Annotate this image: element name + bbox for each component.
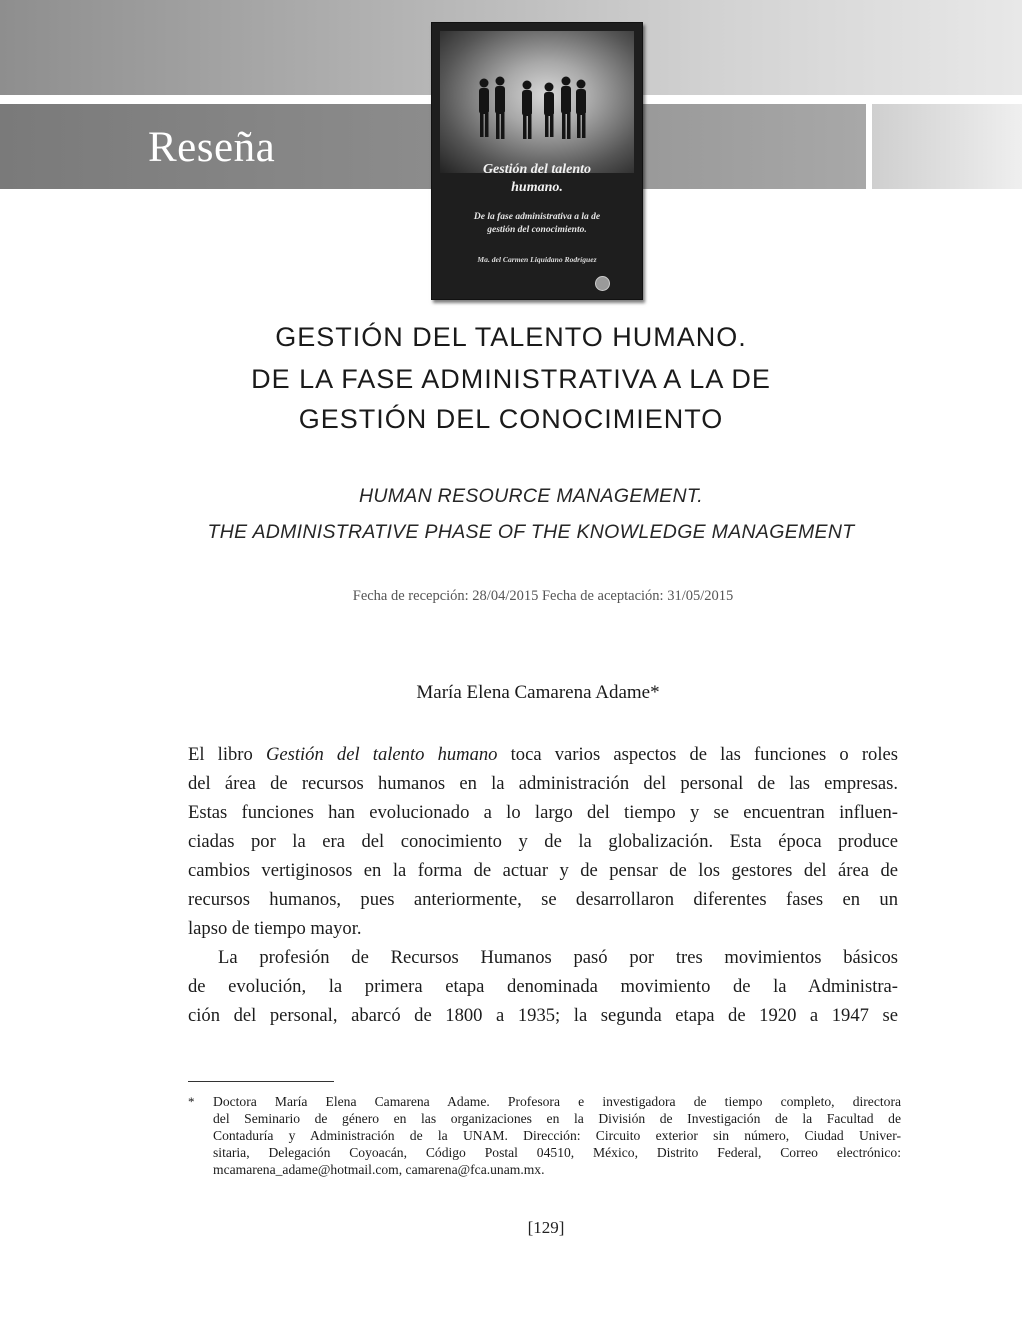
footnote-line: Doctora María Elena Camarena Adame. Profesora e investigadora de tiempo completo, directora — [213, 1094, 901, 1109]
paragraph-1-line: ciadas por la era del conocimiento y de la globalización. Esta época produce — [188, 831, 898, 852]
section-label: Reseña — [148, 124, 276, 171]
cover-title: Gestión del talento humano. — [482, 162, 592, 195]
paragraph-2-line: La profesión de Recursos Humanos pasó por tres movimientos básicos — [218, 947, 898, 968]
title-line-2: DE LA FASE ADMINISTRATIVA A LA DE — [251, 364, 771, 394]
paragraph-2-line: ción del personal, abarcó de 1800 a 1935; la segunda etapa de 1920 a 1947 se — [188, 1005, 898, 1026]
publisher-logo-icon — [595, 276, 610, 291]
paragraph-1-line: recursos humanos, pues anteriormente, se desarrollaron diferentes fases en un — [188, 889, 898, 910]
title-line-3: GESTIÓN DEL CONOCIMIENTO — [298, 404, 724, 434]
people-silhouettes — [440, 31, 634, 173]
paragraph-2-line: de evolución, la primera etapa denominada movimiento de la Administra- — [188, 976, 898, 997]
paragraph-1-line: cambios vertiginosos en la forma de actuar y de pensar de los gestores del área de — [188, 860, 898, 881]
footnote-line: del Seminario de género en las organizaciones en la División de Investigación de la Facultad de — [213, 1111, 901, 1126]
paragraph-1-line: del área de recursos humanos en la administración del personal de las empresas. — [188, 773, 898, 794]
footnote-line: Contaduría y Administración de la UNAM. Dirección: Circuito exterior sin número, Ciudad Univer- — [213, 1128, 901, 1143]
footnote-line: sitaria, Delegación Coyoacán, Código Postal 04510, México, Distrito Federal, Correo electrónico: — [213, 1145, 901, 1160]
header-band-right — [872, 104, 1022, 189]
footnote-mark: * — [188, 1094, 195, 1109]
paragraph-1-line-1: El libro Gestión del talento humano toca varios aspectos de las funciones o roles — [188, 744, 898, 765]
cover-subtitle: De la fase administrativa a la de gestión del conocimiento. — [473, 212, 601, 235]
book-title-emphasis: Gestión del talento humano — [265, 744, 498, 765]
reception-dates: Fecha de recepción: 28/04/2015 Fecha de aceptación: 31/05/2015 — [352, 588, 734, 604]
cover-author: Ma. del Carmen Liquidano Rodríguez — [477, 255, 597, 264]
footnote — [213, 1093, 901, 1178]
footnote-divider — [188, 1081, 334, 1082]
english-title-line-2: THE ADMINISTRATIVE PHASE OF THE KNOWLEDGE MANAGEMENT — [207, 521, 855, 543]
title-line-1: GESTIÓN DEL TALENTO HUMANO. — [275, 322, 747, 352]
paragraph-1-line: Estas funciones han evolucionado a lo largo del tiempo y se encuentran influen- — [188, 802, 898, 823]
english-title-line-1: HUMAN RESOURCE MANAGEMENT. — [358, 485, 704, 507]
footnote-line: mcamarena_adame@hotmail.com, camarena@fca.unam.mx. — [213, 1162, 545, 1177]
page-number: [129] — [527, 1218, 565, 1237]
cover-photo — [440, 31, 634, 173]
author-name: María Elena Camarena Adame* — [416, 682, 660, 703]
paragraph-1-line: lapso de tiempo mayor. — [188, 918, 362, 939]
book-cover-image — [431, 22, 643, 300]
body-text — [188, 740, 898, 1030]
